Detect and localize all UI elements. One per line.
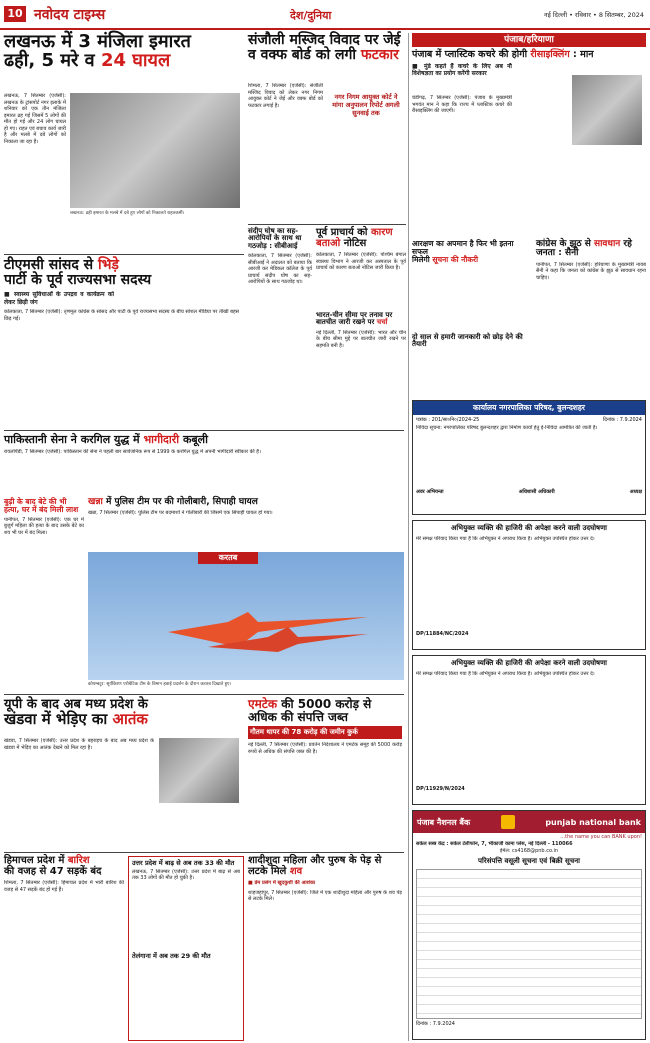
pnb-tagline: ...the name you can BANK upon! [560, 834, 642, 840]
himachal-headline-1: हिमाचल प्रदेश में [4, 855, 65, 866]
pakistan-body: रावलपिंडी, 7 सितम्बर (एजेंसी): पाकिस्तान की सेना ने पहली बार सार्वजनिक रूप से 1999 के करगिल युद्ध में अपनी भागीदारी स्वीकार की है। [4, 448, 261, 455]
divider [4, 430, 404, 431]
punjab-subhead: ■ मुंडे कहते हैं कचरे के लिए अब नौ विशेषज्ञता का प्रयोग करेंगी सरकार [412, 62, 512, 78]
sanjauli-headline-line2 [248, 48, 406, 63]
pnb-english-name: punjab national bank [545, 817, 641, 827]
congress-headline-red: सावधान [593, 239, 621, 249]
shahjahanpur-headline-wrap [248, 856, 402, 877]
masthead [0, 0, 650, 30]
pnb-logo-icon [501, 815, 515, 829]
punjab-body: चंडीगढ़, 7 सितम्बर (एजेंसी): पंजाब के मुख्यमंत्री भगवंत मान ने कहा कि राज्य में प्लास्टिक कचरे की रीसाइक्लिंग की जाएगी। [412, 95, 512, 114]
lucknow-headline-2-wrap [4, 49, 244, 71]
wolf-headline-red: आतंक [112, 709, 148, 728]
rain-box-headline-2: तेलंगाना में अब तक 29 की मौत [132, 951, 211, 960]
punjab-bottom-headline: दो साल से हमारी जानकारी को छोड़ देने की तैयारी [412, 332, 523, 348]
tmc-story [4, 258, 244, 428]
pnb-header [413, 811, 645, 833]
tmc-headline-red: भिड़े [97, 257, 119, 273]
tmc-headline-line1 [4, 258, 244, 273]
ad2-body: मेरे समक्ष परिवाद किया गया है कि अभियुक्त ने अपराध किया है। अभियुक्त उपस्थित होकर उत्तर दे। [416, 671, 595, 677]
himachal-headline-red: बारिश [67, 855, 90, 866]
kartab-photo-box [88, 552, 404, 680]
wolf-headline-1: यूपी के बाद अब मध्य प्रदेश के [4, 697, 148, 712]
divider [4, 254, 244, 255]
pakistan-headline-1: पाकिस्तानी सेना ने करगिल युद्ध में [4, 433, 140, 446]
punjab-sub-story [412, 240, 532, 395]
ad1-footer: DP/11884/NC/2024 [416, 631, 469, 637]
ghosh-headline: संदीप घोष का सह-आरोपियों के साथ था गठजोड़ : सीबीआई [248, 227, 302, 250]
india-china-story [316, 312, 406, 427]
khanna-headline-wrap [88, 498, 404, 507]
punjab-story [412, 50, 646, 240]
punjab-headline-wrap [412, 50, 646, 60]
notice-ref-row [413, 415, 645, 425]
principal-body: कोलकाता, 7 सितम्बर (एजेंसी): पश्चिम बंगाल स्वास्थ्य विभाग ने आरजी कर अस्पताल के पूर्व प्राचार्य को कारण बताओ नोटिस जारी किया है। [316, 252, 406, 271]
notice-sig-1: अवर अभियन्ता [416, 489, 444, 495]
principal-headline [316, 228, 406, 249]
column-divider [408, 33, 409, 1041]
divider [4, 852, 404, 853]
ghosh-body: कोलकाता, 7 सितम्बर (एजेंसी): सीबीआई ने अदालत को बताया कि आरजी कर मेडिकल कॉलेज के पूर्व प्राचार्य संदीप घोष का सह-आरोपियों के साथ गठजोड़ था। [248, 253, 312, 286]
pnb-footer: दिनांक : 7.9.2024 [416, 1021, 455, 1027]
page-number: 10 [4, 6, 26, 22]
murder-headline: बुढ़ी के बाद बेटे की भी हत्या, घर में बंद मिली लाश [4, 497, 79, 514]
shahjahanpur-subhead: ■ प्रेम प्रसंग में खुदकुशी की आशंका [248, 880, 316, 886]
dateline: नई दिल्ली • रविवार • 8 सितम्बर, 2024 [543, 11, 644, 19]
lucknow-photo-caption: लखनऊ: ढही इमारत के मलबे में दबे हुए लोगों को निकालते राहतकर्मी। [70, 211, 185, 216]
pnb-notice-title: परिसंपत्ति वसूली सूचना एवं बिक्री सूचना [478, 857, 580, 865]
india-china-body: नई दिल्ली, 7 सितम्बर (एजेंसी): भारत और चीन के बीच सीमा मुद्दे पर बातचीत जारी रखने पर सहमति बनी है। [316, 329, 406, 349]
wolf-headline-line2 [4, 709, 244, 728]
shahjahanpur-headline: शादीशुदा महिला और पुरुष के पेड़ से लटके मिले [248, 855, 382, 877]
kartab-caption: कोयम्बटूर: सूर्यकिरण एरोबेटिक टीम के विमान हवाई प्रदर्शन के दौरान करतब दिखाते हुए। [88, 682, 232, 687]
shahjahanpur-headline-red: शव [289, 865, 303, 877]
notice-ref: पत्रांक : 201/सा०नि०/2024-25 [416, 417, 480, 423]
section-title: देश/दुनिया [290, 9, 332, 22]
principal-headline-2: नोटिस [343, 237, 367, 249]
himachal-body: शिमला, 7 सितम्बर (एजेंसी): हिमाचल प्रदेश में भारी बारिश की वजह से 47 सड़कें बंद हो गई हैं। [4, 880, 124, 893]
notice-title: कार्यालय नगरपालिका परिषद, बुलन्दशहर [413, 401, 645, 415]
rain-box [128, 856, 244, 1041]
congress-body: पानीपत, 7 सितम्बर (एजेंसी): हरियाणा के मुख्यमंत्री नायब सैनी ने कहा कि जनता को कांग्रेस के झूठ से सावधान रहना चाहिए। [536, 261, 646, 281]
punjab-headline-red: रीसाइक्लिंग [530, 49, 570, 60]
tmc-headline-1: टीएमसी सांसद से [4, 257, 94, 273]
sanjauli-story [248, 33, 406, 223]
pakistan-headline-red: भागीदारी [143, 433, 180, 446]
pnb-hindi-name: पंजाब नैशनल बैंक [417, 817, 471, 827]
pakistan-headline-2: कबूली [182, 433, 208, 446]
shahjahanpur-story [248, 856, 402, 1041]
khanna-headline: में पुलिस टीम पर की गोलीबारी, सिपाही घायल [105, 497, 258, 507]
ad2-title: अभियुक्त व्यक्ति की हाजिरी की अपेक्षा करने वाली उदघोषणा [451, 659, 607, 667]
lucknow-photo [70, 93, 240, 208]
emtech-subhead: गौतम थापर की 78 करोड़ की जमीन कुर्क [248, 726, 402, 739]
murder-story [4, 498, 84, 598]
pakistan-headline [4, 434, 404, 446]
jet-icon [168, 592, 368, 652]
ghosh-story [248, 228, 312, 428]
pnb-email: ईमेल: cs4168@pnb.co.in [499, 847, 559, 854]
principal-story [316, 228, 406, 308]
pnb-address: सर्कल सस्त्र केंद्र : सर्कल टेलीफोन, 7, भीकाजी कामा प्लेस, नई दिल्ली - 110066 [416, 841, 573, 847]
khanna-body: खन्ना, 7 सितम्बर (एजेंसी): पुलिस टीम पर बदमाशों ने गोलीबारी की जिसमें एक सिपाही घायल हो गया। [88, 510, 273, 517]
punjab-sub-headline: आरक्षण का अपमान है फिर भी इतना सफल [412, 239, 514, 256]
lucknow-headline-red: 24 घायल [100, 49, 171, 71]
wolf-story [4, 698, 244, 848]
notice-date: दिनांक : 7.9.2024 [603, 417, 642, 423]
punjab-headline-2: : मान [573, 49, 594, 60]
emtech-body: नई दिल्ली, 7 सितम्बर (एजेंसी): प्रवर्तन निदेशालय ने एमटेक समूह की 5000 करोड़ रुपये से अधिक की संपत्ति जब्त की है। [248, 742, 402, 755]
divider [4, 694, 404, 695]
khanna-headline-red: खन्ना [88, 497, 103, 507]
notice-signatures [413, 487, 645, 497]
india-china-headline-wrap [316, 312, 406, 327]
ad1-title: अभियुक्त व्यक्ति की हाजिरी की अपेक्षा करने वाली उदघोषणा [451, 524, 607, 532]
wolf-body: खंडवा, 7 सितम्बर (एजेंसी): उत्तर प्रदेश के बहराइच के बाद अब मध्य प्रदेश के खंडवा में भेड़िए का आतंक देखने को मिल रहा है। [4, 738, 154, 751]
punjab-sub-headline-red: सूचना की नौकरी [432, 254, 479, 264]
emtech-headline-line1 [248, 698, 402, 723]
emtech-headline-1: एमटेक [248, 697, 278, 711]
ad1-body: मेरे समक्ष परिवाद किया गया है कि अभियुक्त ने अपराध किया है। अभियुक्त उपस्थित होकर उत्तर दे। [416, 536, 595, 542]
rain-box-headline: उत्तर प्रदेश में बाढ़ से अब तक 33 की मौत [132, 859, 235, 867]
india-china-headline-red: चर्चा [376, 318, 388, 327]
tmc-headline-2: पार्टी के पूर्व राज्यसभा सदस्य [4, 271, 152, 288]
congress-headline-2: रहे जनता : सैनी [536, 239, 632, 259]
shahjahanpur-body: शाहजहांपुर, 7 सितम्बर (एजेंसी): जिले में एक शादीशुदा महिला और पुरुष के शव पेड़ से लटके मिले। [248, 889, 402, 902]
congress-headline [536, 240, 646, 259]
municipal-notice [412, 400, 646, 515]
punjab-headline: पंजाब में प्लास्टिक कचरे की होगी [412, 49, 528, 60]
ad2-footer: DP/11929/N/2024 [416, 786, 465, 792]
pnb-ad [412, 810, 646, 1040]
lucknow-headline-1: लखनऊ में 3 मंजिला इमारत [4, 31, 191, 52]
paper-name: नवोदय टाइम्स [34, 7, 106, 23]
tmc-body: कोलकाता, 7 सितम्बर (एजेंसी): तृणमूल कांग्रेस के सांसद और पार्टी के पूर्व राज्यसभा सदस्य के बीच सोशल मीडिया पर तीखी बहस छिड़ गई। [4, 309, 239, 322]
proclamation-ad-2 [412, 655, 646, 805]
tmc-bullet: ■ स्वास्थ्य सुविधाओं के उपद्रव व कार्यक्रम को लेकर छिड़ी जंग [4, 291, 114, 306]
punjab-section-bar: पंजाब/हरियाणा [412, 33, 646, 47]
punjab-sub-headline-2: मिलेगी [412, 254, 430, 264]
khanna-story [88, 498, 404, 548]
murder-body: पानीपत, 7 सितम्बर (एजेंसी): एक घर में बुजुर्ग महिला की हत्या के बाद उसके बेटे का शव भी घर में बंद मिला। [4, 516, 84, 536]
punjab-sub-headline-line2 [412, 256, 532, 264]
rain-box-body: लखनऊ, 7 सितम्बर (एजेंसी): उत्तर प्रदेश में बाढ़ से अब तक 33 लोगों की मौत हो चुकी है। [132, 868, 240, 882]
notice-body: निविदा सूचना: नगरपालिका परिषद बुलन्दशहर द्वारा निर्माण कार्यों हेतु ई-निविदा आमंत्रित की जाती है। [416, 425, 598, 431]
wolf-photo [159, 738, 239, 803]
sanjauli-callout: नगर निगम आयुक्त कोर्ट ने मांगा अनुपालन रिपोर्ट अगली सुनवाई तक [332, 93, 400, 117]
divider [248, 224, 406, 225]
india-china-headline: भारत-चीन सीमा पर तनाव पर बातचीत जारी रखने पर [316, 311, 393, 327]
proclamation-ad-1 [412, 520, 646, 650]
notice-sig-2: अधिशासी अधिकारी [518, 489, 555, 495]
notice-sig-3: अध्यक्ष [629, 489, 642, 495]
pnb-table [416, 869, 642, 1019]
lucknow-story [4, 33, 244, 253]
himachal-story [4, 856, 124, 1041]
kartab-banner: करतब [198, 552, 258, 564]
emtech-headline-2: की 5000 करोड़ से अधिक की संपत्ति जब्त [248, 697, 372, 724]
congress-story [536, 240, 646, 395]
sanjauli-headline-1: संजौली मस्जिद विवाद पर जेई [248, 32, 401, 48]
himachal-headline-line1 [4, 856, 124, 867]
principal-headline-1: पूर्व प्राचार्य को [316, 227, 368, 238]
lucknow-body: लखनऊ, 7 सितम्बर (एजेंसी): लखनऊ के ट्रांसपोर्ट नगर इलाके में शनिवार को एक तीन मंजिला इमारत ढह गई जिसमें 5 लोगों की मौत हो गई और 24 लोग घायल हो गए। राहत एवं बचाव कार्य जारी है और मलबे में दबे लोगों को निकाला जा रहा है। [4, 93, 66, 145]
congress-headline-1: कांग्रेस के झूठ से [536, 239, 591, 249]
wolf-headline-2: खंडवा में भेड़िए का [4, 709, 108, 728]
sanjauli-body: शिमला, 7 सितम्बर (एजेंसी): संजौली मस्जिद विवाद को लेकर नगर निगम आयुक्त कोर्ट ने जेई और वक्फ बोर्ड को फटकार लगाई है। [248, 83, 323, 109]
sanjauli-headline-2: व वक्फ बोर्ड को लगी [248, 46, 357, 63]
principal-headline-red: कारण बताओ [316, 227, 393, 249]
pakistan-story [4, 434, 404, 494]
emtech-story [248, 698, 402, 848]
sanjauli-headline-red: फटकार [360, 46, 399, 63]
bhagwant-mann-photo [572, 75, 642, 145]
himachal-headline-2: की वजह से 47 सड़कें बंद [4, 865, 102, 877]
lucknow-headline-2: ढही, 5 मरे व [4, 49, 95, 71]
